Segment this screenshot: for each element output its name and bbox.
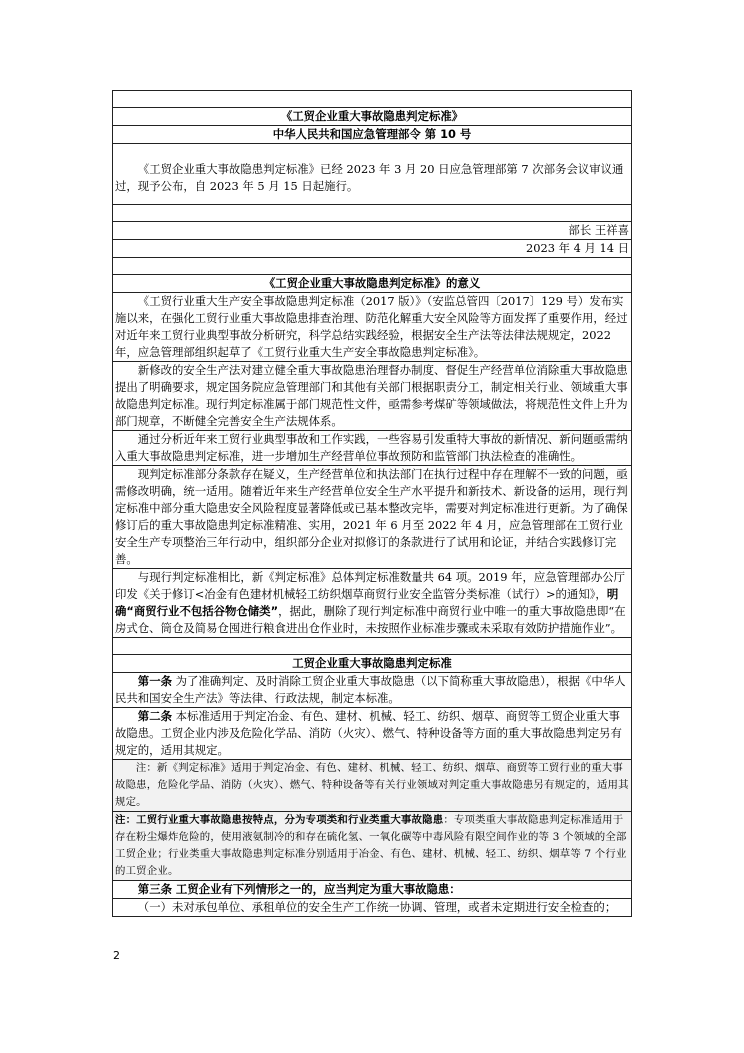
blank-row: [112, 204, 632, 221]
blank-row: [112, 257, 632, 274]
article-2: [112, 707, 632, 759]
blank-row: [112, 637, 632, 654]
meaning-paragraph-1: 《工贸行业重大生产安全事故隐患判定标准（2017 版）》（安监总管四〔2017〕129 号）发布实施以来，在强化工贸行业重大事故隐患排查治理、防范化解重大安全风险等方面发挥了重要作用，经过对近年来工贸行业典型事故分析研究，科学总结实践经验，根据安全生产法等法律法规规定，2022 年，应急管理部组织起草了《工贸行业重大生产安全事故隐患判定标准》。: [112, 292, 632, 361]
note-2: [112, 811, 632, 880]
article-1: [112, 672, 632, 707]
document-table: [112, 90, 632, 917]
article-2-text: 本标准适用于判定冶金、有色、建材、机械、轻工、纺织、烟草、商贸等工贸企业重大事故隐患。工贸企业内涉及危险化学品、消防（火灾）、燃气、特种设备等方面的重大事故隐患判定另有规定的，适用其规定。: [115, 709, 622, 757]
note-1: 注：新《判定标准》适用于判定冶金、有色、建材、机械、轻工、纺织、烟草、商贸等工贸行业的重大事故隐患，危险化学品、消防（火灾）、燃气、特种设备等有关行业领域对判定重大事故隐患另有规定的，适用其规定。: [112, 759, 632, 811]
note-2-text: ：专项类重大事故隐患判定标准适用于存在粉尘爆炸危险的，使用液氨制冷的和存在硫化氢、一氧化碳等中毒风险有限空间作业的等 3 个领域的全部工贸企业；行业类重大事故隐患判定标准分别适用于冶金、有色、建材、机械、轻工、纺织、烟草等 7 个行业的工贸企业。: [115, 814, 627, 877]
article-3-item-1: （一）未对承包单位、承租单位的安全生产工作统一协调、管理，或者未定期进行安全检查的；: [112, 898, 632, 917]
meaning-paragraph-3: 通过分析近年来工贸行业典型事故和工作实践，一些容易引发重特大事故的新情况、新问题亟需纳入重大事故隐患判定标准，进一步增加生产经营单位事故预防和监管部门执法检查的准确性。: [112, 430, 632, 465]
p5-text-a: 与现行判定标准相比，新《判定标准》总体判定标准数量共 64 项。2019 年，应急管理部办公厅印发《关于修订<冶金有色建材机械轻工纺织烟草商贸行业安全监管分类标准（试行）>的通知》，: [115, 570, 625, 601]
article-1-label: 第一条: [137, 674, 172, 688]
article-2-label: 第二条: [137, 709, 172, 723]
order-title: 《工贸企业重大事故隐患判定标准》: [112, 107, 632, 125]
meaning-paragraph-4: 现判定标准部分条款存在疑义，生产经营单位和执法部门在执行过程中存在理解不一致的问题，亟需修改明确，统一适用。随着近年来生产经营单位安全生产水平提升和新技术、新设备的运用，现行判定标准中部分重大隐患安全风险程度显著降低或已基本整改完毕，需要对判定标准进行更新。为了确保修订后的重大事故隐患判定标准精准、实用，2021 年 6 月至 2022 年 4 月，应急管理部在工贸行业安全生产专项整治三年行动中，组织部分企业对拟修订的条款进行了试用和论证，并结合实践修订完善。: [112, 465, 632, 568]
meaning-paragraph-2: 新修改的安全生产法对建立健全重大事故隐患治理督办制度、督促生产经营单位消除重大事故隐患提出了明确要求，规定国务院应急管理部门和其他有关部门根据职责分工，制定相关行业、领域重大事故隐患判定标准。现行判定标准属于部门规范性文件，亟需参考煤矿等领域做法，将规范性文件上升为部门规章，不断健全完善安全生产法规体系。: [112, 361, 632, 430]
order-number: 中华人民共和国应急管理部令 第 10 号: [112, 125, 632, 143]
article-1-text: 为了准确判定、及时消除工贸企业重大事故隐患（以下简称重大事故隐患），根据《中华人民共和国安全生产法》等法律、行政法规，制定本标准。: [115, 674, 626, 705]
article-3: 第三条 工贸企业有下列情形之一的，应当判定为重大事故隐患：: [112, 880, 632, 898]
signer: 部长 王祥喜: [112, 221, 632, 239]
standard-title: 工贸企业重大事故隐患判定标准: [112, 654, 632, 672]
blank-row: [112, 90, 632, 107]
sign-date: 2023 年 4 月 14 日: [112, 239, 632, 257]
page-number: 2: [113, 949, 120, 962]
p5-bold: 明确“商贸行业不包括谷物仓储类”: [115, 587, 619, 618]
p5-text-c: ，据此，删除了现行判定标准中商贸行业中唯一的重大事故隐患即“在房式仓、筒仓及简易仓囤进行粮食进出仓作业时，未按照作业标准步骤或未采取有效防护措施作业”。: [115, 604, 626, 635]
meaning-paragraph-5: [112, 568, 632, 637]
note-2-bold: 注：工贸行业重大事故隐患按特点，分为专项类和行业类重大事故隐患: [115, 814, 444, 826]
announcement: 《工贸企业重大事故隐患判定标准》已经 2023 年 3 月 20 日应急管理部第 7 次部务会议审议通过，现予公布，自 2023 年 5 月 15 日起施行。: [112, 143, 632, 204]
meaning-title: 《工贸企业重大事故隐患判定标准》的意义: [112, 274, 632, 292]
